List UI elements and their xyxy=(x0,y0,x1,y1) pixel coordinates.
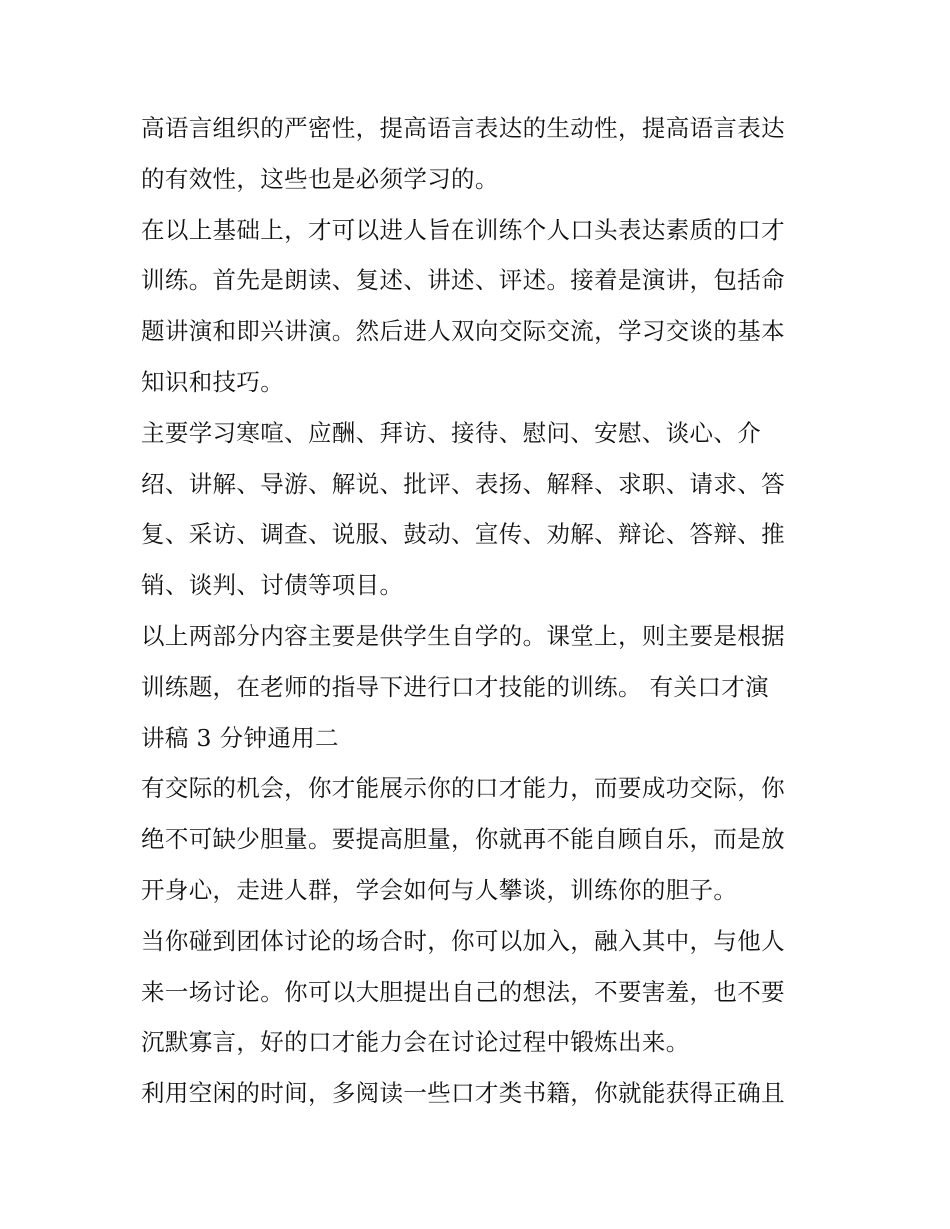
text-line-19: 沉默寡言，好的口才能力会在讨论过程中锻炼出来。 xyxy=(141,1028,690,1057)
text-line-5: 题讲演和即兴讲演。然后进人双向交际交流，学习交谈的基本 xyxy=(141,317,785,346)
text-line-17: 当你碰到团体讨论的场合时，你可以加入，融入其中，与他人 xyxy=(141,926,785,955)
text-line-9: 复、采访、调查、说服、鼓动、宣传、劝解、辩论、答辩、推 xyxy=(141,520,785,549)
text-line-20: 利用空闲的时间，多阅读一些口才类书籍，你就能获得正确且 xyxy=(141,1079,785,1108)
text-line-3: 在以上基础上，才可以进人旨在训练个人口头表达素质的口才 xyxy=(141,215,785,244)
text-line-18: 来一场讨论。你可以大胆提出自己的想法，不要害羞，也不要 xyxy=(141,977,785,1006)
text-line-11: 以上两部分内容主要是供学生自学的。课堂上，则主要是根据 xyxy=(141,621,785,650)
text-line-4: 训练。首先是朗读、复述、讲述、评述。接着是演讲，包括命 xyxy=(141,266,785,295)
text-line-1: 高语言组织的严密性，提高语言表达的生动性，提高语言表达 xyxy=(141,114,785,142)
text-line-10: 销、谈判、讨债等项目。 xyxy=(141,571,404,600)
text-line-7: 主要学习寒喧、应酬、拜访、接待、慰问、安慰、谈心、介 xyxy=(141,418,762,447)
text-line-14: 有交际的机会，你才能展示你的口才能力，而要成功交际，你 xyxy=(141,774,785,803)
text-line-12: 训练题，在老师的指导下进行口才技能的训练。 有关口才演 xyxy=(141,672,769,701)
text-line-8: 绍、讲解、导游、解说、批评、表扬、解释、求职、请求、答 xyxy=(141,469,785,498)
text-line-16: 开身心，走进人群，学会如何与人攀谈，训练你的胆子。 xyxy=(141,875,738,904)
text-line-2: 的有效性，这些也是必须学习的。 xyxy=(141,164,499,193)
text-line-6: 知识和技巧。 xyxy=(141,367,285,396)
text-line-13: 讲稿 3 分钟通用二 xyxy=(141,723,339,752)
text-line-15: 绝不可缺少胆量。要提高胆量，你就再不能自顾自乐，而是放 xyxy=(141,825,785,854)
document-body xyxy=(141,103,813,1119)
